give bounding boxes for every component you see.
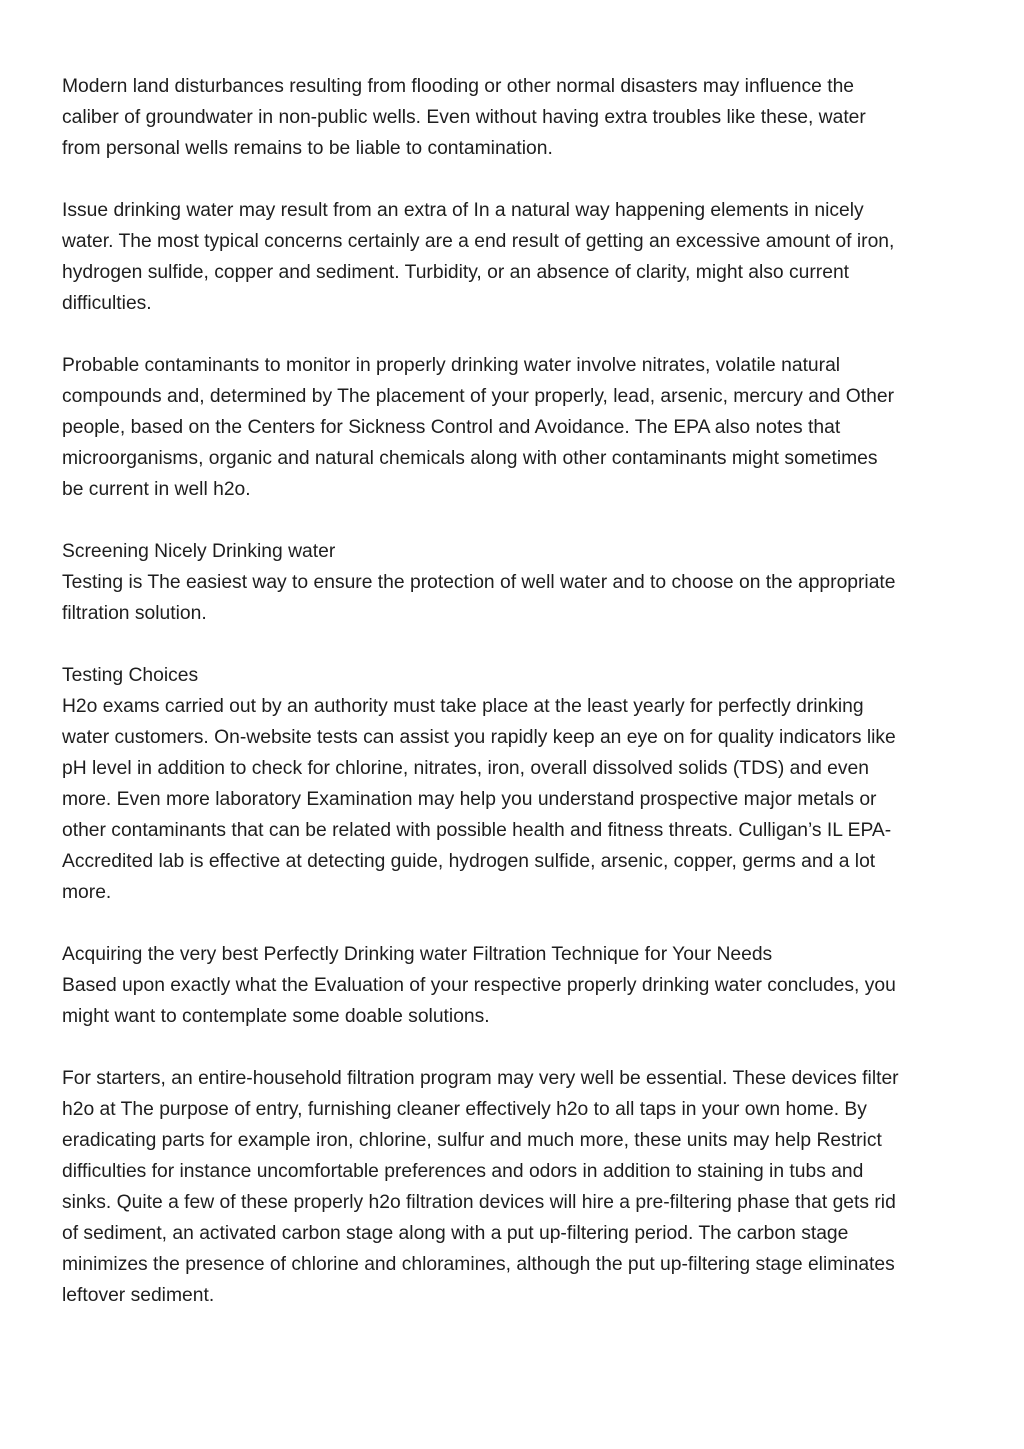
text-line: of sediment, an activated carbon stage along with a put up-filtering period. The carbon stage	[62, 1223, 849, 1244]
text-line: Issue drinking water may result from an extra of In a natural way happening elements in nicely	[62, 200, 864, 221]
text-line: Modern land disturbances resulting from flooding or other normal disasters may influence the	[62, 76, 855, 97]
text-line: H2o exams carried out by an authority must take place at the least yearly for perfectly drinking	[62, 696, 864, 717]
text-line: compounds and, determined by The placement of your properly, lead, arsenic, mercury and Other	[62, 386, 895, 407]
text-line: Based upon exactly what the Evaluation of your respective properly drinking water concludes, you	[62, 975, 896, 996]
text-line: Probable contaminants to monitor in properly drinking water involve nitrates, volatile natural	[62, 355, 841, 376]
text-line: difficulties.	[62, 293, 152, 314]
text-line: be current in well h2o.	[62, 479, 251, 500]
text-line: difficulties for instance uncomfortable preferences and odors in addition to staining in tubs and	[62, 1161, 864, 1182]
text-line: water. The most typical concerns certainly are a end result of getting an excessive amount of iron,	[62, 231, 895, 252]
text-line: microorganisms, organic and natural chemicals along with other contaminants might sometimes	[62, 448, 878, 469]
paragraph-natural-elements	[62, 195, 962, 319]
text-line: sinks. Quite a few of these properly h2o filtration devices will hire a pre-filtering phase that gets rid	[62, 1192, 896, 1213]
text-line: filtration solution.	[62, 603, 207, 624]
text-line: hydrogen sulfide, copper and sediment. Turbidity, or an absence of clarity, might also current	[62, 262, 850, 283]
paragraph-filtration-technique	[62, 939, 962, 1032]
section-heading: Acquiring the very best Perfectly Drinking water Filtration Technique for Your Needs	[62, 944, 773, 965]
document-body	[62, 71, 962, 1342]
paragraph-groundwater-intro	[62, 71, 962, 164]
text-line: caliber of groundwater in non-public wells. Even without having extra troubles like these, water	[62, 107, 866, 128]
text-line: leftover sediment.	[62, 1285, 215, 1306]
text-line: water customers. On-website tests can assist you rapidly keep an eye on for quality indicators like	[62, 727, 896, 748]
text-line: from personal wells remains to be liable to contamination.	[62, 138, 553, 159]
text-line: other contaminants that can be related with possible health and fitness threats. Culligan’s IL EPA-	[62, 820, 892, 841]
section-heading: Screening Nicely Drinking water	[62, 541, 336, 562]
text-line: Testing is The easiest way to ensure the protection of well water and to choose on the appropriate	[62, 572, 896, 593]
text-line: minimizes the presence of chlorine and chloramines, although the put up-filtering stage eliminates	[62, 1254, 895, 1275]
paragraph-household-filtration	[62, 1063, 962, 1311]
paragraph-contaminants	[62, 350, 962, 505]
text-line: might want to contemplate some doable solutions.	[62, 1006, 490, 1027]
paragraph-screening	[62, 536, 962, 629]
text-line: more.	[62, 882, 112, 903]
text-line: more. Even more laboratory Examination may help you understand prospective major metals or	[62, 789, 877, 810]
text-line: eradicating parts for example iron, chlorine, sulfur and much more, these units may help Restrict	[62, 1130, 882, 1151]
section-heading: Testing Choices	[62, 665, 199, 686]
text-line: For starters, an entire-household filtration program may very well be essential. These devices filter	[62, 1068, 899, 1089]
text-line: people, based on the Centers for Sickness Control and Avoidance. The EPA also notes that	[62, 417, 841, 438]
text-line: Accredited lab is effective at detecting guide, hydrogen sulfide, arsenic, copper, germs and a lot	[62, 851, 876, 872]
paragraph-testing-choices	[62, 660, 962, 908]
text-line: h2o at The purpose of entry, furnishing cleaner effectively h2o to all taps in your own home. By	[62, 1099, 867, 1120]
text-line: pH level in addition to check for chlorine, nitrates, iron, overall dissolved solids (TDS) and even	[62, 758, 869, 779]
